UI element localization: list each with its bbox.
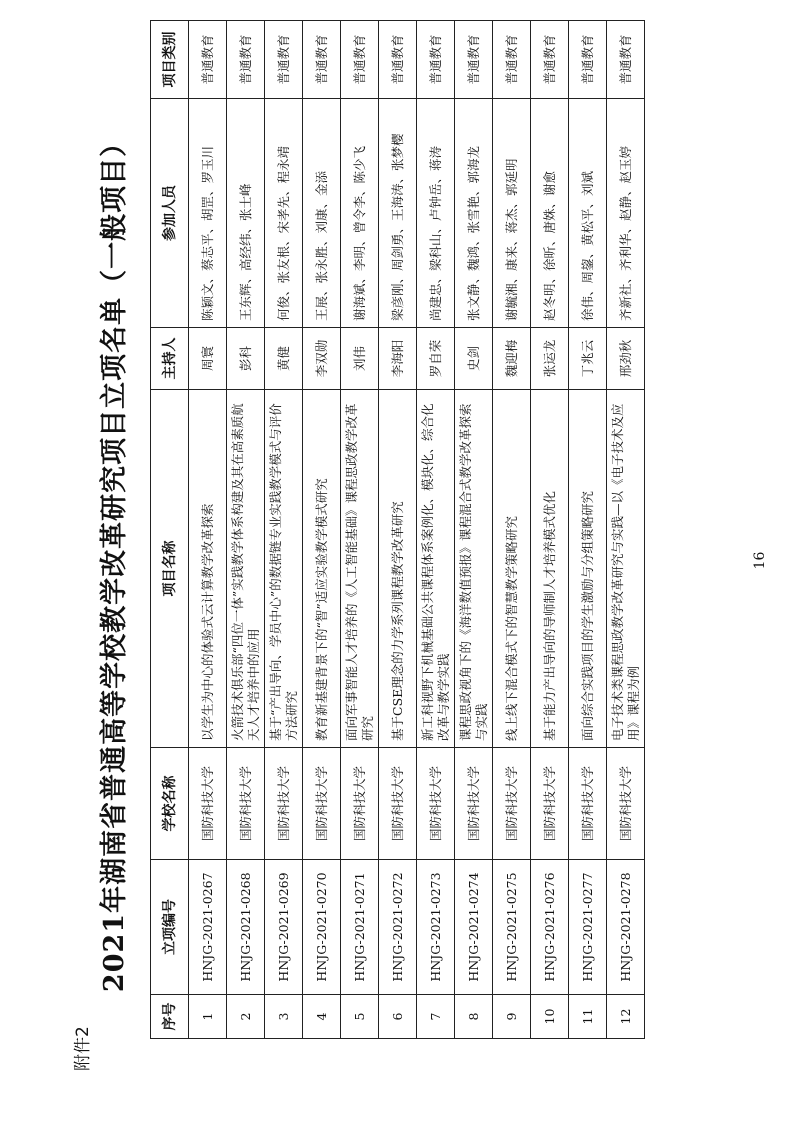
cell-no: 4 [303, 995, 341, 1039]
cell-host: 黄健 [265, 328, 303, 390]
cell-no: 6 [379, 995, 417, 1039]
cell-members: 王东辉、高经纬、张士峰 [227, 99, 265, 328]
cell-members: 赵冬明、徐昕、唐姝、谢愈 [531, 99, 569, 328]
header-members: 参加人员 [151, 99, 189, 328]
cell-members: 张文静、魏鸿、张雪艳、郭海龙 [455, 99, 493, 328]
cell-host: 史剑 [455, 328, 493, 390]
cell-host: 李海阳 [379, 328, 417, 390]
cell-project: 面向军事智能人才培养的《人工智能基础》课程思政教学改革研究 [341, 390, 379, 748]
table-row [227, 21, 265, 1039]
cell-project: 教育新基建背景下的“智”适应实验教学模式研究 [303, 390, 341, 748]
table-row [531, 21, 569, 1039]
cell-category: 普通教育 [189, 21, 227, 99]
cell-no: 12 [607, 995, 645, 1039]
cell-host: 罗自荣 [417, 328, 455, 390]
project-table [150, 20, 645, 1039]
table-row [569, 21, 607, 1039]
cell-school: 国防科技大学 [303, 748, 341, 860]
cell-members: 徐伟、周鋆、黄松平、刘斌 [569, 99, 607, 328]
cell-project: 基于能力产出导向的导师制人才培养模式优化 [531, 390, 569, 748]
cell-school: 国防科技大学 [341, 748, 379, 860]
cell-code: HNJG-2021-0271 [341, 860, 379, 995]
cell-project: 电子技术类课程思政教学改革研究与实践—以《电子技术及应用》课程为例 [607, 390, 645, 748]
table-row [607, 21, 645, 1039]
cell-project: 面向综合实践项目的学生激励与分组策略研究 [569, 390, 607, 748]
cell-members: 何俊、张友根、宋孝先、程永靖 [265, 99, 303, 328]
cell-project: 基于CSE理念的力学系列课程教学改革研究 [379, 390, 417, 748]
header-host: 主持人 [151, 328, 189, 390]
cell-school: 国防科技大学 [493, 748, 531, 860]
cell-school: 国防科技大学 [265, 748, 303, 860]
cell-school: 国防科技大学 [455, 748, 493, 860]
cell-project: 火箭技术俱乐部“四位一体”实践教学体系构建及其在高素质航天人才培养中的应用 [227, 390, 265, 748]
cell-code: HNJG-2021-0274 [455, 860, 493, 995]
cell-members: 王展、张永胜、刘康、金添 [303, 99, 341, 328]
table-row [303, 21, 341, 1039]
cell-school: 国防科技大学 [607, 748, 645, 860]
cell-school: 国防科技大学 [189, 748, 227, 860]
cell-code: HNJG-2021-0277 [569, 860, 607, 995]
cell-members: 谢毓湘、康来、蒋杰、郭延明 [493, 99, 531, 328]
cell-code: HNJG-2021-0268 [227, 860, 265, 995]
cell-host: 彭科 [227, 328, 265, 390]
cell-no: 8 [455, 995, 493, 1039]
cell-host: 刘伟 [341, 328, 379, 390]
cell-host: 魏迎梅 [493, 328, 531, 390]
cell-category: 普通教育 [531, 21, 569, 99]
cell-category: 普通教育 [417, 21, 455, 99]
cell-no: 5 [341, 995, 379, 1039]
header-code: 立项编号 [151, 860, 189, 995]
table-row [265, 21, 303, 1039]
annex-label: 附件2 [73, 1026, 93, 1071]
cell-members: 尚建忠、梁科山、卢钟岳、蒋涛 [417, 99, 455, 328]
table-row [493, 21, 531, 1039]
cell-host: 丁兆云 [569, 328, 607, 390]
cell-members: 齐新社、齐利华、赵静、赵玉婷 [607, 99, 645, 328]
page-number: 16 [752, 551, 768, 570]
cell-school: 国防科技大学 [379, 748, 417, 860]
cell-school: 国防科技大学 [417, 748, 455, 860]
cell-code: HNJG-2021-0273 [417, 860, 455, 995]
table-header-row [151, 21, 189, 1039]
cell-no: 3 [265, 995, 303, 1039]
cell-project: 新工科视野下机械基础公共课程体系案例化、模块化、综合化改革与教学实践 [417, 390, 455, 748]
cell-category: 普通教育 [227, 21, 265, 99]
cell-no: 9 [493, 995, 531, 1039]
cell-category: 普通教育 [341, 21, 379, 99]
header-no: 序号 [151, 995, 189, 1039]
cell-school: 国防科技大学 [569, 748, 607, 860]
cell-no: 11 [569, 995, 607, 1039]
cell-category: 普通教育 [303, 21, 341, 99]
table-row [379, 21, 417, 1039]
cell-category: 普通教育 [493, 21, 531, 99]
cell-category: 普通教育 [265, 21, 303, 99]
cell-code: HNJG-2021-0276 [531, 860, 569, 995]
cell-project: 课程思政视角下的《海洋数值预报》课程混合式教学改革探索与实践 [455, 390, 493, 748]
cell-members: 谢海斌、李明、曾令李、陈少飞 [341, 99, 379, 328]
cell-code: HNJG-2021-0267 [189, 860, 227, 995]
cell-host: 周寰 [189, 328, 227, 390]
table-row [341, 21, 379, 1039]
cell-code: HNJG-2021-0270 [303, 860, 341, 995]
cell-members: 陈颖文、蔡志平、胡罡、罗玉川 [189, 99, 227, 328]
cell-code: HNJG-2021-0278 [607, 860, 645, 995]
cell-host: 李双勋 [303, 328, 341, 390]
cell-no: 7 [417, 995, 455, 1039]
page-title: 2021年湖南省普通高等学校教学改革研究项目立项名单（一般项目） [99, 128, 130, 993]
cell-category: 普通教育 [607, 21, 645, 99]
cell-school: 国防科技大学 [227, 748, 265, 860]
cell-category: 普通教育 [569, 21, 607, 99]
cell-code: HNJG-2021-0269 [265, 860, 303, 995]
cell-project: 线上线下混合模式下的智慧教学策略研究 [493, 390, 531, 748]
cell-host: 邢劲秋 [607, 328, 645, 390]
header-category: 项目类别 [151, 21, 189, 99]
table-row [417, 21, 455, 1039]
cell-code: HNJG-2021-0272 [379, 860, 417, 995]
cell-project: 以学生为中心的体验式云计算教学改革探索 [189, 390, 227, 748]
cell-category: 普通教育 [379, 21, 417, 99]
header-school: 学校名称 [151, 748, 189, 860]
cell-host: 张运龙 [531, 328, 569, 390]
cell-no: 1 [189, 995, 227, 1039]
cell-category: 普通教育 [455, 21, 493, 99]
cell-no: 10 [531, 995, 569, 1039]
header-project: 项目名称 [151, 390, 189, 748]
cell-project: 基于“产出导向、学员中心”的数据链专业实践教学模式与评价方法研究 [265, 390, 303, 748]
table-row [189, 21, 227, 1039]
cell-code: HNJG-2021-0275 [493, 860, 531, 995]
table-row [455, 21, 493, 1039]
cell-members: 梁彦刚、周剑勇、王海涛、张梦樱 [379, 99, 417, 328]
cell-no: 2 [227, 995, 265, 1039]
cell-school: 国防科技大学 [531, 748, 569, 860]
